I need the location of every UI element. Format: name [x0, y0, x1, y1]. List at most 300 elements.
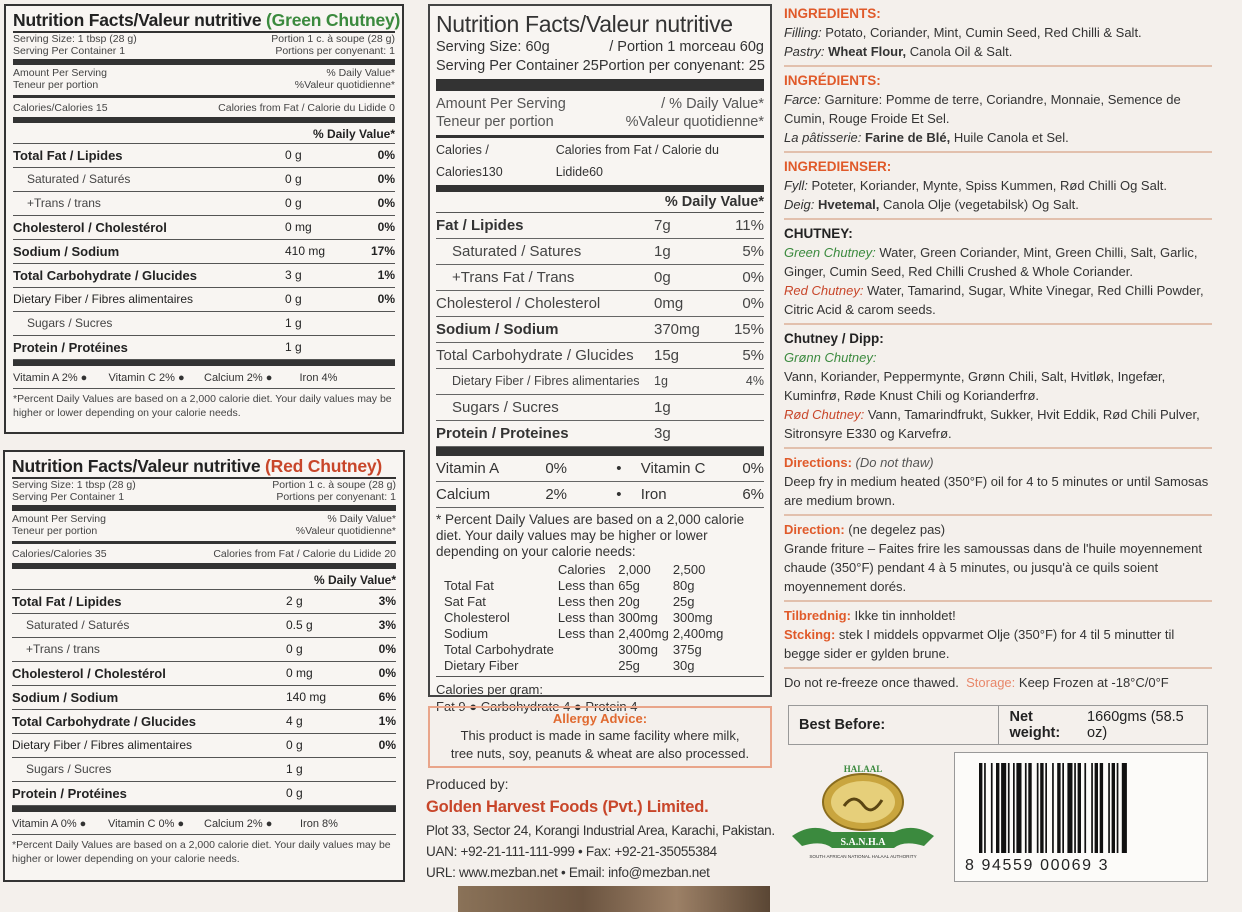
dv-table-cell: 300mg — [618, 610, 658, 625]
barcode-bar — [1067, 763, 1072, 853]
nutrient-name: Sodium / Sodium — [12, 690, 119, 705]
dv-table-cell: 65g — [618, 578, 640, 593]
nutrient-amount: 0 g — [286, 738, 303, 752]
dv-table-cell: Cholesterol — [444, 610, 510, 625]
nutrient-percent: 0% — [742, 269, 764, 286]
nutrient-percent: 0% — [377, 148, 395, 162]
nutrient-percent: 0% — [378, 642, 396, 656]
dv-label: % Daily Value* — [327, 513, 396, 525]
daily-values-table — [440, 562, 727, 674]
barcode-bar — [1074, 763, 1076, 853]
nutrient-percent: 1% — [378, 714, 396, 728]
amount-label: Amount Per Serving — [13, 67, 107, 79]
barcode-bar — [1084, 763, 1086, 853]
nutrient-name: Sodium / Sodium — [13, 244, 120, 259]
nutrient-amount: 0 g — [285, 148, 302, 162]
nutrient-row — [12, 686, 396, 710]
allergy-line: tree nuts, soy, peanuts & wheat are also processed. — [450, 746, 750, 761]
nutrient-name: Fat / Lipides — [436, 217, 524, 234]
dv-label: / % Daily Value* — [661, 96, 764, 112]
nutrient-amount: 0 mg — [286, 666, 313, 680]
barcode-bar — [1001, 763, 1006, 853]
directions-no-label: Tilbrednig: — [784, 608, 851, 623]
allergy-advice — [428, 706, 772, 768]
green-chutney-text: Water, Green Coriander, Mint, Green Chilli, Salt, Garlic, Ginger, Cumin Seed, Red Chilli Crushed & Whole Coriander. — [784, 245, 1198, 279]
dv-table-header: 2,500 — [672, 562, 706, 577]
directions-fr-label: Direction: — [784, 522, 845, 537]
footnote: *Percent Daily Values are based on a 2,000 calorie diet. Your daily values may be higher or lower depending on your calorie needs. — [12, 834, 396, 866]
serving-size: Serving Size: 60g — [436, 39, 550, 55]
nutrient-name: Dietary Fiber / Fibres alimentaires — [12, 738, 193, 752]
nutrient-name: Saturated / Saturés — [26, 618, 130, 632]
vitamin-cell: 6% — [742, 486, 764, 503]
nutrient-row — [12, 710, 396, 734]
nutrient-row — [12, 614, 396, 638]
halaal-logo — [786, 758, 940, 872]
dv-table-cell: 80g — [672, 578, 695, 593]
gronn-chutney-text: Vann, Koriander, Peppermynte, Grønn Chili, Salt, Hvitløk, Ingefær, Kuminfrø, Røde Knust Chili og Korianderfrø. — [784, 369, 1166, 403]
deig-label: Deig: — [784, 197, 815, 212]
dv-table-cell: 300mg — [618, 642, 658, 657]
nutrient-row — [12, 782, 396, 806]
nutrient-row — [12, 734, 396, 758]
calories-from-fat: Calories from Fat / Calorie du Lidide 0 — [218, 102, 395, 114]
nutrient-rows — [12, 590, 396, 806]
daily-value-header: % Daily Value* — [12, 571, 396, 590]
red-chutney-nutrition-panel — [3, 450, 405, 882]
calories: Calories/Calories 15 — [13, 102, 108, 114]
nutrient-rows — [13, 144, 395, 360]
daily-value-header: % Daily Value* — [436, 192, 764, 213]
green-chutney-label: Green Chutney: — [784, 245, 876, 260]
dv-table-cell: 2,400mg — [672, 626, 724, 641]
nutrient-amount: 1g — [654, 399, 671, 416]
farce-text: Garniture: Pomme de terre, Coriandre, Monnaie, Semence de Cumin, Rouge Froide Et Sel. — [784, 92, 1181, 126]
nutrient-rows — [436, 213, 764, 447]
directions-no-label2: Stcking: — [784, 627, 836, 642]
calories: Calories/Calories 35 — [12, 548, 107, 560]
pastry-bold: Wheat Flour, — [824, 44, 907, 59]
fyll-text: Poteter, Koriander, Mynte, Spiss Kummen, Rød Chilli Og Salt. — [807, 178, 1167, 193]
dv-label-fr: %Valeur quotidienne* — [294, 79, 395, 91]
nutrient-row — [13, 288, 395, 312]
barcode-bar — [1025, 763, 1027, 853]
nutrient-amount: 0 g — [286, 786, 303, 800]
nutrient-name: Saturated / Satures — [452, 243, 582, 260]
vitamins-row — [12, 814, 396, 834]
nutrient-amount: 1 g — [286, 762, 303, 776]
nutrient-name: Cholesterol / Cholesterol — [436, 295, 601, 312]
vitamin-cell: 0% — [545, 460, 568, 477]
nutrient-percent: 3% — [378, 594, 396, 608]
vitamin-row — [436, 482, 764, 508]
nutrient-percent: 0% — [377, 220, 395, 234]
footnote: *Percent Daily Values are based on a 2,000 calorie diet. Your daily values may be higher or lower depending on your calorie needs. — [13, 388, 395, 420]
calories: Calories / Calories130 — [436, 143, 503, 179]
dv-table-row — [440, 578, 727, 594]
nutrient-percent: 11% — [735, 217, 764, 234]
portions-per: Portions per conyenant: 1 — [276, 491, 396, 503]
nutrient-amount: 0 g — [286, 642, 303, 656]
calories-per-gram-label: Calories per gram: — [436, 682, 543, 697]
vitamin-value: Vitamin C 0% ● — [108, 818, 185, 830]
vitamin-value: Iron 8% — [300, 818, 338, 830]
serving-per-container: Serving Per Container 1 — [13, 45, 126, 57]
rod-chutney-label: Rød Chutney: — [784, 407, 865, 422]
nutrient-percent: 0% — [377, 292, 395, 306]
dv-table-cell: 30g — [672, 658, 695, 673]
nutrient-percent — [720, 421, 764, 446]
web-email: URL: www.mezban.net • Email: info@mezban.net — [426, 865, 710, 880]
vitamin-value: Vitamin C 2% ● — [108, 372, 185, 384]
storage-text: Keep Frozen at -18°C/0°F — [1015, 675, 1169, 690]
best-before-net-weight — [788, 705, 1208, 745]
halal-band-text: S.A.N.H.A — [840, 837, 886, 848]
pastry-text: Canola Oil & Salt. — [906, 44, 1013, 59]
directions-no-note: Ikke tin innholdet! — [850, 608, 956, 623]
product-photo-strip — [458, 886, 770, 912]
nutrient-name: Total Fat / Lipides — [13, 148, 123, 163]
barcode-bar — [1112, 763, 1115, 853]
nutrient-name: +Trans Fat / Trans — [452, 269, 575, 286]
nutrient-amount: 1g — [654, 374, 668, 388]
nutrient-row — [13, 240, 395, 264]
nutrient-row — [436, 291, 764, 317]
produced-by-label: Produced by: — [426, 776, 509, 792]
pastry-label: Pastry: — [784, 44, 825, 59]
barcode-bars — [979, 763, 1173, 853]
nutrient-row — [436, 369, 764, 395]
amount-label-fr: Teneur per portion — [12, 525, 98, 537]
bullet-icon: • — [616, 486, 622, 503]
portions-per: Portion per conyenant: 25 — [598, 58, 765, 74]
dv-table-cell: Less then — [557, 594, 615, 609]
vitamin-value: Calcium 2% ● — [204, 372, 273, 384]
nutrient-percent: 0% — [377, 172, 395, 186]
nutrient-row — [13, 336, 395, 360]
nutrient-amount: 15g — [654, 347, 680, 364]
storage-label: Storage: — [966, 675, 1016, 690]
portions-per: Portions per conyenant: 1 — [275, 45, 395, 57]
vitamin-cell: Vitamin A — [436, 460, 500, 477]
barcode-bar — [996, 763, 999, 853]
nutrient-row — [13, 216, 395, 240]
nutrient-amount: 3g — [654, 425, 671, 442]
farce-label: Farce: — [784, 92, 821, 107]
nutrient-name: Dietary Fiber / Fibres alimentaries — [452, 374, 640, 388]
nutrient-amount: 0g — [654, 269, 671, 286]
dv-table-cell: 20g — [618, 594, 640, 609]
nutrient-row — [12, 662, 396, 686]
barcode-bar — [991, 763, 993, 853]
dv-table-header — [440, 562, 558, 578]
nutrient-amount: 4 g — [286, 714, 303, 728]
nutrient-percent — [720, 395, 764, 420]
dv-table-cell: Sat Fat — [444, 594, 486, 609]
directions-fr-text: Grande friture – Faites frire les samoussas dans de l'huile moyennement chaude (350°F) pendant 4 à 5 minutes, ou jusqu'à ce quils soient moyennement dorés. — [784, 541, 1202, 594]
barcode-bar — [1013, 763, 1015, 853]
nutrient-amount: 0 g — [285, 172, 302, 186]
net-weight-label: Net weight: — [1009, 709, 1061, 741]
dv-table-cell: 25g — [672, 594, 695, 609]
divider — [13, 59, 395, 65]
nutrient-amount: 3 g — [285, 268, 302, 282]
directions-en-text: Deep fry in medium heated (350°F) oil for 4 to 5 minutes or until Samosas are medium brown. — [784, 474, 1209, 508]
nutrient-row — [12, 590, 396, 614]
nutrient-row — [13, 168, 395, 192]
patisserie-text: Huile Canola et Sel. — [950, 130, 1069, 145]
vitamins-row — [13, 368, 395, 388]
nutrient-row — [436, 421, 764, 447]
address: Plot 33, Sector 24, Korangi Industrial Area, Karachi, Pakistan. — [426, 823, 775, 838]
nutrient-amount: 0 mg — [285, 220, 312, 234]
portion: Portion 1 c. à soupe (28 g) — [271, 33, 395, 45]
vitamin-value: Vitamin A 2% ● — [13, 372, 88, 384]
patisserie-bold: Farine de Blé, — [861, 130, 951, 145]
barcode-bar — [1057, 763, 1060, 853]
nutrient-row — [13, 264, 395, 288]
barcode-bar — [1095, 763, 1098, 853]
barcode-bar — [1016, 763, 1021, 853]
nutrient-name: Total Carbohydrate / Glucides — [12, 714, 196, 729]
nutrient-name: Cholesterol / Cholestérol — [13, 220, 167, 235]
nutrient-row — [12, 758, 396, 782]
nutrient-row — [436, 395, 764, 421]
directions-no-text: stek I middels oppvarmet Olje (350°F) for 4 til 5 minutter til begge sider er gylden brune. — [784, 627, 1175, 661]
portion: / Portion 1 morceau 60g — [609, 39, 764, 55]
nutrient-row — [436, 317, 764, 343]
nutrient-percent: 0% — [377, 196, 395, 210]
barcode-bar — [1100, 763, 1103, 853]
vitamin-value: Iron 4% — [299, 372, 338, 384]
red-chutney-text: Water, Tamarind, Sugar, White Vinegar, Red Chilli Powder, Citric Acid & carom seeds. — [784, 283, 1204, 317]
ingredients-no-heading: INGREDIENSER: — [784, 159, 892, 174]
panel-title: Nutrition Facts/Valeur nutritive (Green Chutney) — [13, 10, 395, 33]
nutrient-name: Sugars / Sucres — [27, 316, 113, 330]
directions-en-note: (Do not thaw) — [851, 455, 934, 470]
patisserie-label: La pâtisserie: — [784, 130, 862, 145]
nutrient-amount: 370mg — [654, 321, 700, 338]
vitamin-cell: Calcium — [436, 486, 491, 503]
nutrient-name: Cholesterol / Cholestérol — [12, 666, 166, 681]
nutrient-amount: 1 g — [285, 316, 302, 330]
red-chutney-label: Red Chutney: — [784, 283, 864, 298]
halal-sub-text: SOUTH AFRICAN NATIONAL HALAAL AUTHORITY — [809, 854, 917, 859]
nutrient-name: +Trans / trans — [26, 642, 100, 656]
nutrient-name: Sugars / Sucres — [26, 762, 112, 776]
nutrient-amount: 410 mg — [285, 244, 326, 258]
nutrient-percent: 1% — [377, 268, 395, 282]
directions-en-label: Directions: — [784, 455, 852, 470]
dv-label-fr: %Valeur quotidienne* — [295, 525, 396, 537]
nutrient-percent: 6% — [378, 690, 396, 704]
dv-table-row — [440, 610, 727, 626]
barcode-bar — [1108, 763, 1110, 853]
dv-table-header: Calories — [557, 562, 606, 577]
barcode-bar — [1117, 763, 1119, 853]
main-nutrition-panel — [428, 4, 772, 714]
barcode-bar — [1040, 763, 1043, 853]
calories-from-fat: Calories from Fat / Calorie du Lidide60 — [555, 143, 719, 179]
barcode-bar — [1008, 763, 1010, 853]
barcode-bar — [1037, 763, 1039, 853]
barcode-bar — [1045, 763, 1047, 853]
daily-value-header: % Daily Value* — [13, 125, 395, 144]
phone-fax: UAN: +92-21-111-111-999 • Fax: +92-21-35055384 — [426, 844, 717, 859]
nutrient-percent: 0% — [378, 738, 396, 752]
filling-text: Potato, Coriander, Mint, Cumin Seed, Red Chilli & Salt. — [821, 25, 1142, 40]
vitamins-rows — [436, 456, 764, 508]
nutrient-amount: 140 mg — [286, 690, 327, 704]
nutrient-name: Saturated / Saturés — [27, 172, 131, 186]
calories-per-gram-values: Fat 9 ● Carbohydrate 4 ● Protein 4 — [436, 699, 638, 714]
nutrient-name: Protein / Protéines — [12, 786, 127, 801]
nutrient-row — [436, 213, 764, 239]
nutrient-name: Sodium / Sodium — [436, 321, 559, 338]
nutrient-name: +Trans / trans — [27, 196, 101, 210]
dv-table-cell: Less than — [557, 578, 615, 593]
vitamin-cell: Iron — [640, 486, 667, 503]
serving-size: Serving Size: 1 tbsp (28 g) — [12, 479, 136, 491]
serving-size: Serving Size: 1 tbsp (28 g) — [13, 33, 137, 45]
net-weight-value: 1660gms (58.5 oz) — [1087, 709, 1184, 741]
dv-table-row — [440, 594, 727, 610]
amount-label-fr: Teneur per portion — [13, 79, 99, 91]
dv-table-cell — [558, 642, 618, 658]
bullet-icon: • — [616, 460, 622, 477]
barcode-bar — [1028, 763, 1031, 853]
nutrient-amount: 1g — [654, 243, 671, 260]
barcode-bar — [984, 763, 986, 853]
ingredients-fr-heading: INGRÉDIENTS: — [784, 73, 881, 88]
amount-label: Amount Per Serving — [12, 513, 106, 525]
dv-table-cell: Total Carbohydrate — [444, 642, 554, 657]
dv-table-cell: 2,400mg — [618, 626, 669, 641]
barcode-bar — [1062, 763, 1064, 853]
nutrient-row — [436, 343, 764, 369]
halal-top-text: HALAAL — [843, 764, 883, 774]
ingredients-section — [784, 4, 1212, 692]
producer-info — [426, 774, 776, 883]
nutrient-name: Total Carbohydrate / Glucides — [436, 347, 634, 364]
refreeze-warning: Do not re-freeze once thawed. — [784, 675, 959, 690]
nutrient-percent: 5% — [742, 243, 764, 260]
amount-label: Amount Per Serving — [436, 96, 566, 112]
chutney-heading: CHUTNEY: — [784, 226, 853, 241]
dv-table-cell: 375g — [672, 642, 702, 657]
vitamin-cell: 2% — [545, 486, 568, 503]
nutrient-percent: 4% — [745, 374, 764, 388]
nutrient-percent: 15% — [733, 321, 764, 338]
allergy-line: This product is made in same facility where milk, — [460, 728, 740, 743]
dv-label-fr: %Valeur quotidienne* — [625, 114, 764, 130]
dv-table-cell: 300mg — [672, 610, 713, 625]
nutrient-row — [13, 144, 395, 168]
dv-table-cell — [558, 658, 618, 674]
nutrient-amount: 2 g — [286, 594, 303, 608]
nutrient-row — [436, 239, 764, 265]
vitamin-row — [436, 456, 764, 482]
nutrient-percent: 5% — [742, 347, 764, 364]
nutrient-row — [12, 638, 396, 662]
vitamin-value: Calcium 2% ● — [204, 818, 273, 830]
dv-table-row — [440, 642, 727, 658]
barcode-bar — [1052, 763, 1054, 853]
nutrient-row — [13, 192, 395, 216]
dv-table-cell: Total Fat — [444, 578, 494, 593]
footnote: * Percent Daily Values are based on a 2,000 calorie diet. Your daily values may be higher or lower depending on your calorie needs: — [436, 512, 745, 559]
barcode-bar — [1078, 763, 1081, 853]
nutrient-percent: 3% — [378, 618, 396, 632]
barcode-bar — [1122, 763, 1127, 853]
nutrient-name: Protein / Protéines — [13, 340, 128, 355]
serving-per-container: Serving Per Container 1 — [12, 491, 125, 503]
dv-table-cell: Less than — [557, 610, 615, 625]
nutrient-row — [13, 312, 395, 336]
nutrient-amount: 1 g — [285, 340, 302, 354]
dv-table-row — [440, 658, 727, 674]
gronn-chutney-label: Grønn Chutney: — [784, 350, 877, 365]
nutrient-amount: 0 g — [285, 196, 302, 210]
nutrient-name: Protein / Proteines — [436, 425, 569, 442]
best-before-label: Best Before: — [789, 706, 999, 744]
deig-bold: Hvetemal, — [814, 197, 880, 212]
nutrient-name: Total Carbohydrate / Glucides — [13, 268, 197, 283]
chutney-dipp-heading: Chutney / Dipp: — [784, 331, 884, 346]
nutrient-amount: 0 g — [285, 292, 302, 306]
nutrient-amount: 0.5 g — [286, 618, 313, 632]
company-name: Golden Harvest Foods (Pvt.) Limited. — [426, 798, 709, 816]
panel-title: Nutrition Facts/Valeur nutritive — [436, 11, 733, 37]
barcode-number: 8 94559 00069 3 — [965, 857, 1110, 874]
rod-chutney-text: Vann, Tamarindfrukt, Sukker, Hvit Eddik, Rød Chili Pulver, Sitronsyre E330 og Karvefrø. — [784, 407, 1200, 441]
nutrient-row — [436, 265, 764, 291]
dv-table-cell: 25g — [618, 658, 640, 673]
ingredients-en-heading: INGREDIENTS: — [784, 6, 881, 21]
dv-table-cell: Sodium — [444, 626, 489, 641]
fyll-label: Fyll: — [784, 178, 808, 193]
barcode-bar — [979, 763, 982, 853]
amount-label-fr: Teneur per portion — [436, 114, 554, 130]
barcode-bar — [1091, 763, 1093, 853]
nutrient-name: Total Fat / Lipides — [12, 594, 122, 609]
green-chutney-nutrition-panel — [4, 4, 404, 434]
nutrient-percent: 0% — [742, 295, 764, 312]
filling-label: Filling: — [784, 25, 822, 40]
dv-table-row — [440, 626, 727, 642]
nutrient-name: Sugars / Sucres — [452, 399, 559, 416]
dv-table-cell: Less than — [557, 626, 615, 641]
vitamin-cell: 0% — [742, 460, 764, 477]
serving-per-container: Serving Per Container 25 — [436, 58, 599, 74]
calories-from-fat: Calories from Fat / Calorie du Lidide 20 — [213, 548, 396, 560]
dv-label: % Daily Value* — [326, 67, 395, 79]
dv-table-header: 2,000 — [618, 562, 651, 577]
vitamin-cell: Vitamin C — [640, 460, 706, 477]
nutrient-percent: 0% — [378, 666, 396, 680]
nutrient-name: Dietary Fiber / Fibres alimentaires — [13, 292, 194, 306]
directions-fr-note: (ne degelez pas) — [844, 522, 946, 537]
barcode — [954, 752, 1208, 882]
deig-text: Canola Olje (vegetabilsk) Og Salt. — [879, 197, 1079, 212]
nutrient-amount: 0mg — [654, 295, 684, 312]
nutrient-amount: 7g — [654, 217, 671, 234]
nutrient-percent: 17% — [370, 244, 395, 258]
dv-table-cell: Dietary Fiber — [444, 658, 519, 673]
vitamin-value: Vitamin A 0% ● — [12, 818, 87, 830]
panel-title: Nutrition Facts/Valeur nutritive (Red Chutney) — [12, 456, 396, 479]
portion: Portion 1 c. à soupe (28 g) — [272, 479, 396, 491]
